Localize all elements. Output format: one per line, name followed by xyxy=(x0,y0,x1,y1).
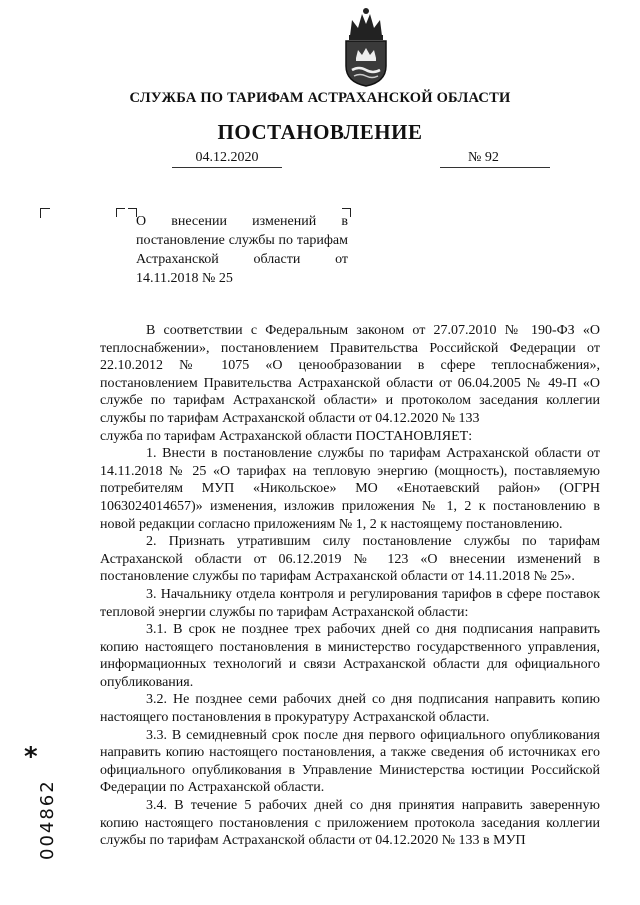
document-subject: О внесении изменений в постановление службы по тарифам Астраханской области от 14.11.2018 № 25 xyxy=(136,214,348,286)
clause-1: 1. Внести в постановление службы по тарифам Астраханской области от 14.11.2018 № 25 «О тарифах на тепловую энергию (мощность), поставляемую потребителям МУП «Никольское» МО «Енотаевский район» (ОГРН 1063024014657)» изменения, изложив приложения № 1, 2 к постановлению в новой редакции согласно приложениям № 1, 2 к настоящему постановлению. xyxy=(100,446,600,532)
agency-name: СЛУЖБА ПО ТАРИФАМ АСТРАХАНСКОЙ ОБЛАСТИ xyxy=(129,90,511,106)
stamp-star: * xyxy=(24,742,38,772)
clause-3-4: 3.4. В течение 5 рабочих дней со дня принятия направить заверенную копию настоящего постановления с приложением протокола заседания коллегии службы по тарифам Астраханской области от 04.12.2020 № 133 в МУП xyxy=(100,798,600,849)
document-date: 04.12.2020 xyxy=(172,150,282,168)
clause-3: 3. Начальнику отдела контроля и регулирования тарифов в сфере поставок тепловой энергии службы по тарифам Астраханской области: xyxy=(100,586,600,620)
clause-3-2: 3.2. Не позднее семи рабочих дней со дня подписания направить копию настоящего постановления в прокуратуру Астраханской области. xyxy=(100,692,600,726)
clause-3-1: 3.1. В срок не позднее трех рабочих дней со дня подписания направить копию настоящего постановления в министерство государственного управления, информационных технологий и связи Астраханской области для официального опубликования. xyxy=(100,622,600,690)
subject-corner-mark-left xyxy=(116,208,125,217)
document-number xyxy=(440,150,550,168)
stamp-serial-number: 004862 xyxy=(37,779,58,860)
document-number-label: № 92 xyxy=(468,150,499,165)
clause-3-3: 3.3. В семидневный срок после дня первого официального опубликования направить копию настоящего постановления, а также сведения об источниках его официального опубликования в Управление Министерства юстиции Российской Федерации по Астраханской области. xyxy=(100,727,600,796)
document-title: ПОСТАНОВЛЕНИЕ xyxy=(217,120,423,144)
resolves-line: служба по тарифам Астраханской области ПОСТАНОВЛЯЕТ: xyxy=(100,428,473,444)
document-body xyxy=(100,322,600,850)
margin-corner-mark xyxy=(40,208,50,218)
preamble-paragraph: В соответствии с Федеральным законом от 27.07.2010 № 190-ФЗ «О теплоснабжении», постановлением Правительства Российской Федерации от 22.10.2012 № 1075 «О ценообразовании в сфере теплоснабжения», постановлением Правительства Астраханской области от 06.04.2005 № 49-П «О службе по тарифам Астраханской области» и протоколом заседания коллегии службы по тарифам Астраханской области от 04.12.2020 № 133 xyxy=(100,323,600,426)
clause-2: 2. Признать утратившим силу постановление службы по тарифам Астраханской области от 06.12.2019 № 123 «О внесении изменений в постановление службы по тарифам Астраханской области от 14.11.2018 № 25». xyxy=(100,534,600,585)
coat-of-arms-icon xyxy=(340,6,392,88)
